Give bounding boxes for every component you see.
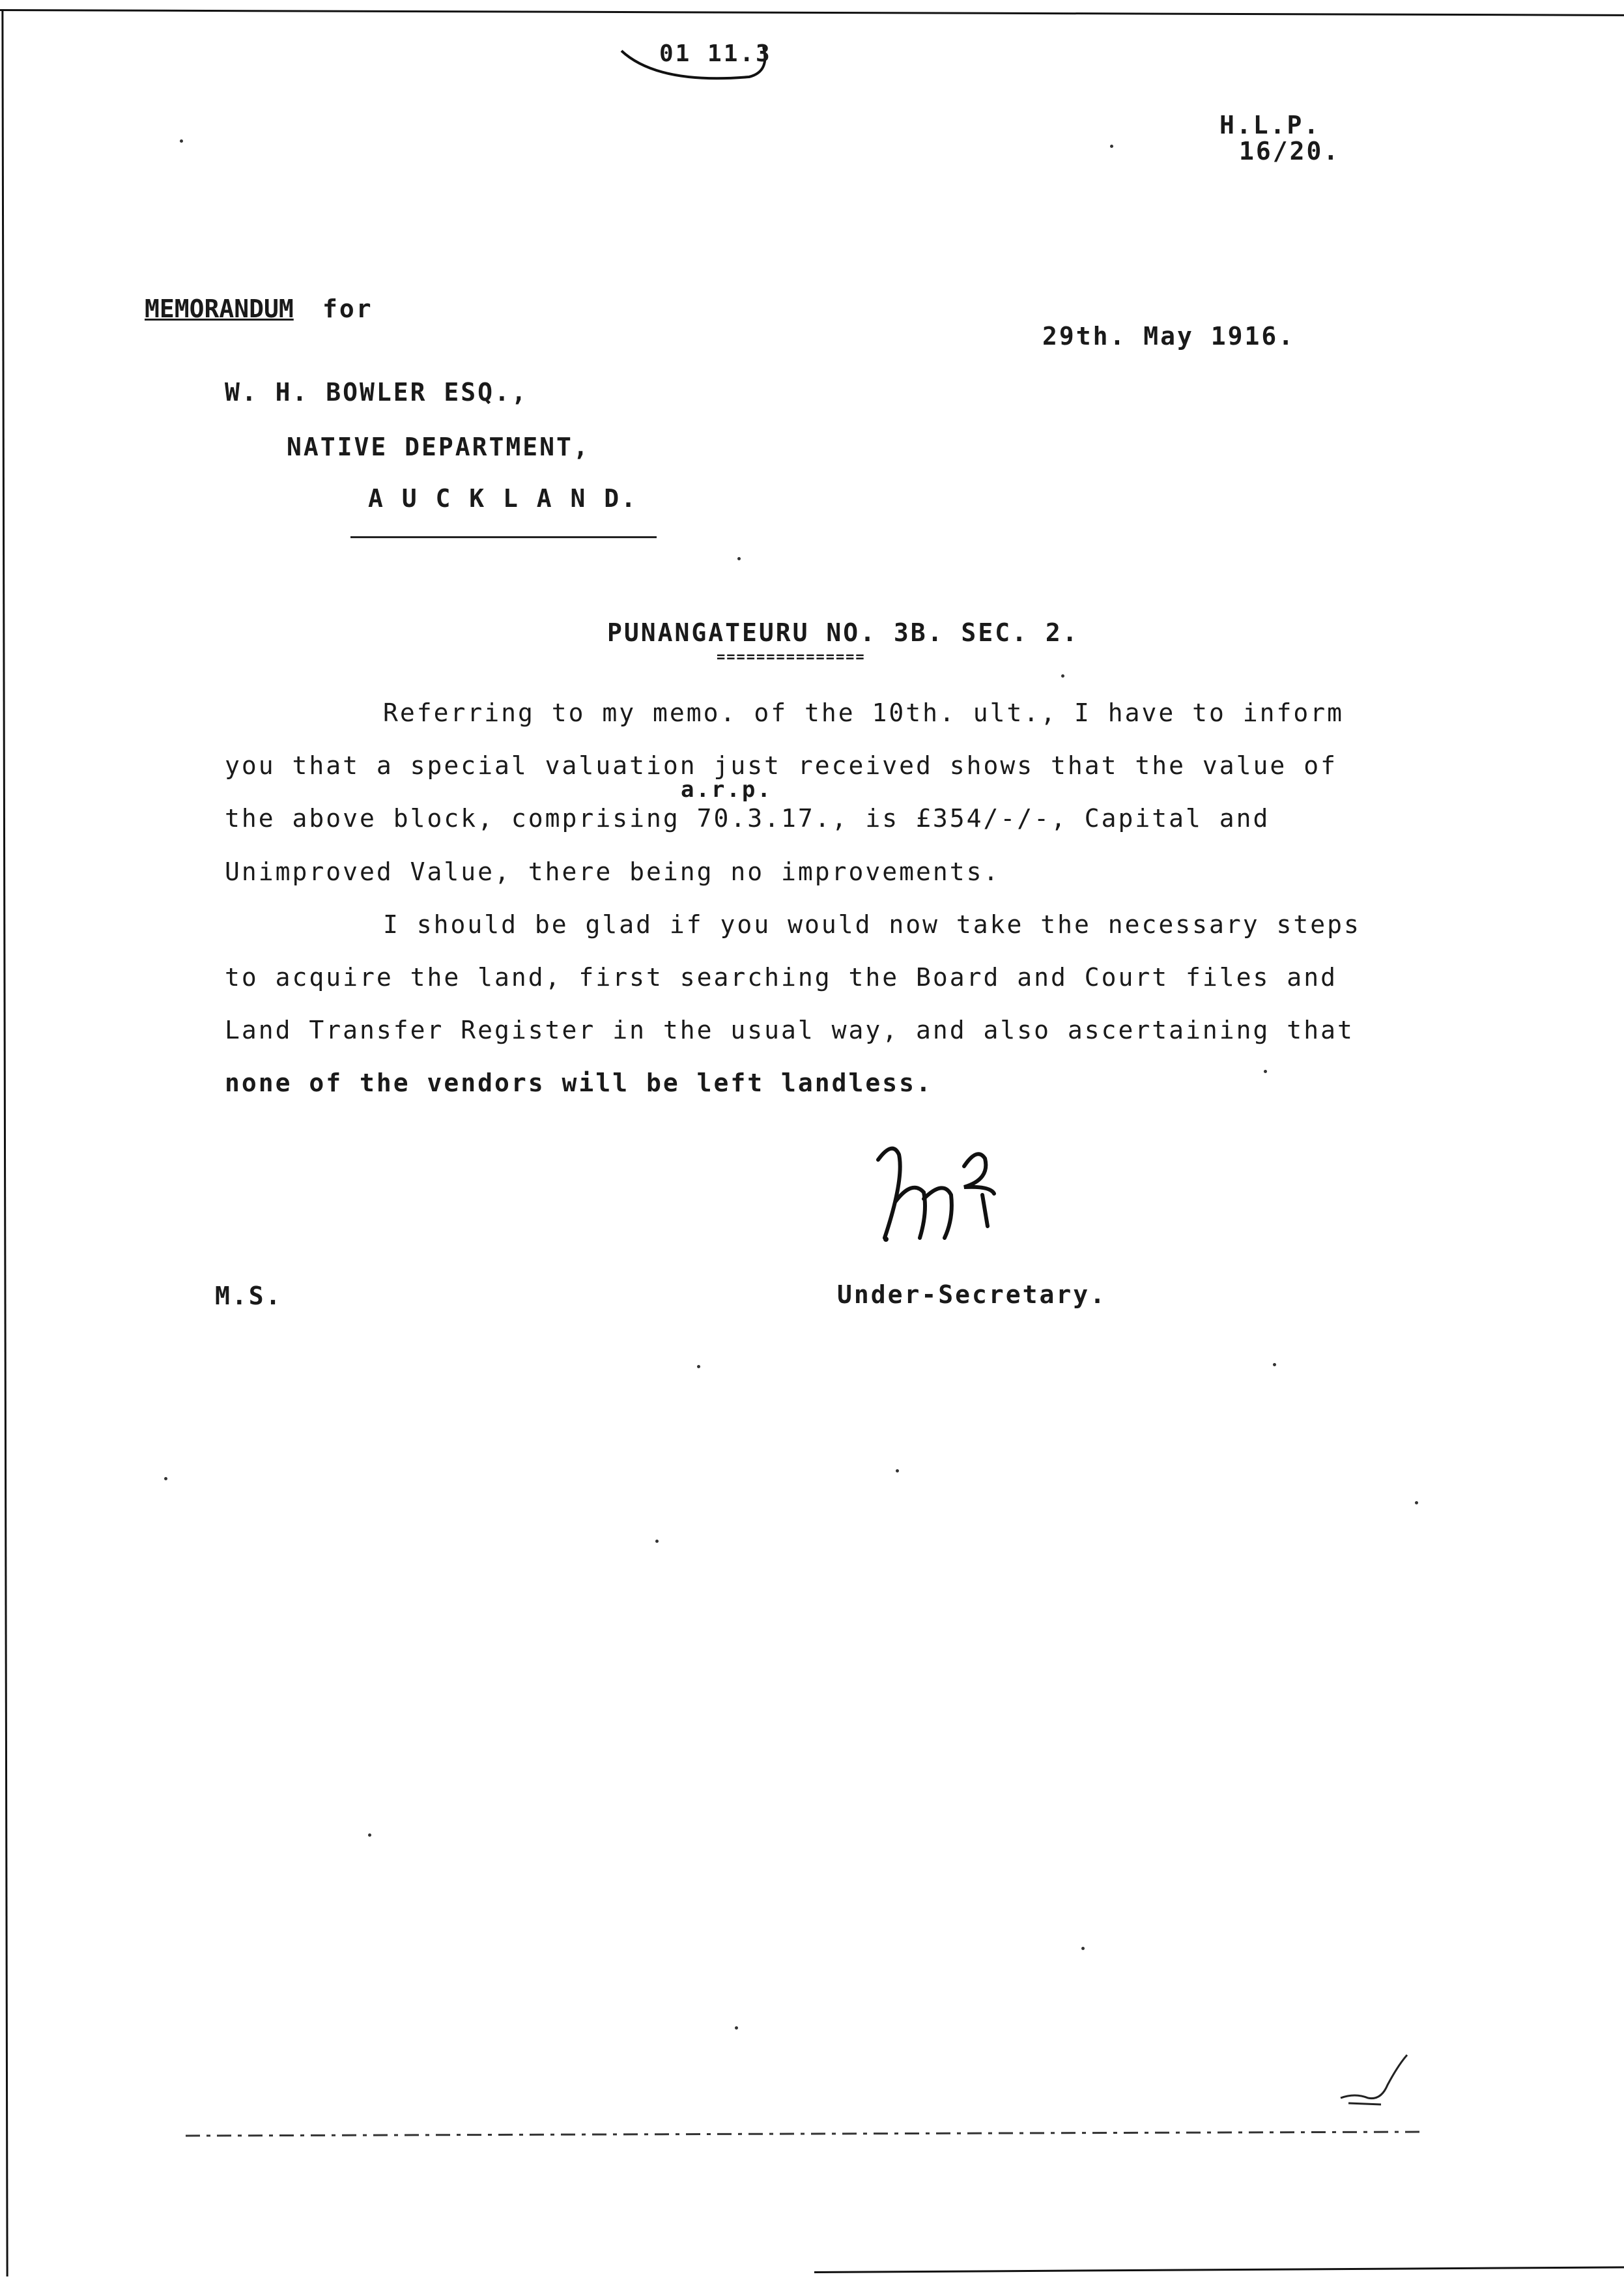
scan-speck [164, 1477, 167, 1480]
scan-speck [1264, 1070, 1267, 1073]
addressee-name: W. H. BOWLER ESQ., [225, 378, 528, 407]
scan-border-left [1, 9, 8, 2276]
scan-speck [697, 1365, 700, 1368]
handwritten-signature-icon [866, 1140, 1036, 1251]
footer-initials: M.S. [215, 1282, 283, 1310]
subject-title: PUNANGATEURU NO. 3B. SEC. 2. [607, 618, 1079, 647]
bottom-dashed-line [186, 2129, 1423, 2142]
scan-speck [896, 1469, 899, 1472]
body-p1-line1: Referring to my memo. of the 10th. ult., I have to inform [383, 698, 1345, 727]
footer-signatory-title: Under-Secretary. [837, 1280, 1107, 1309]
scan-speck [655, 1540, 659, 1543]
body-p1-unit-note: a.r.p. [681, 777, 773, 803]
file-stamp-text: 01 11.3 [659, 40, 772, 67]
scan-speck [368, 1833, 371, 1837]
body-p2-line2: to acquire the land, first searching the Board and Court files and [225, 963, 1337, 992]
scan-speck [1415, 1501, 1418, 1504]
file-stamp [619, 39, 772, 98]
reference-line1: H.L.P. [1219, 111, 1321, 139]
scan-speck [180, 139, 183, 143]
body-p1-line4: Unimproved Value, there being no improvements. [225, 857, 1001, 886]
body-p1-line3: the above block, comprising 70.3.17., is £354/-/-, Capital and [225, 804, 1270, 833]
addressee-city: A U C K L A N D. [368, 484, 638, 513]
body-p2-line4: none of the vendors will be left landless. [225, 1069, 933, 1097]
scan-speck [1110, 145, 1113, 148]
body-p2-line1: I should be glad if you would now take the necessary steps [383, 910, 1361, 939]
pen-mark-icon [1335, 2052, 1414, 2111]
memo-date: 29th. May 1916. [1042, 322, 1296, 351]
scan-speck [1081, 1947, 1085, 1950]
scan-border-bottom [814, 2266, 1624, 2273]
scan-speck [1061, 674, 1064, 678]
memo-type-label: MEMORANDUM [145, 294, 294, 323]
body-p1-line2: you that a special valuation just received shows that the value of [225, 751, 1337, 780]
scan-speck [1273, 1363, 1276, 1366]
addressee-department: NATIVE DEPARTMENT, [287, 433, 590, 461]
scan-speck [737, 557, 741, 560]
addressee-rule [350, 536, 657, 538]
body-p2-line3: Land Transfer Register in the usual way, and also ascertaining that [225, 1016, 1354, 1044]
scan-speck [735, 2026, 738, 2030]
scan-border-top [0, 9, 1624, 16]
memo-for-label: for [322, 294, 373, 323]
subject-underline: =============== [717, 649, 866, 665]
reference-line2: 16/20. [1239, 137, 1341, 165]
